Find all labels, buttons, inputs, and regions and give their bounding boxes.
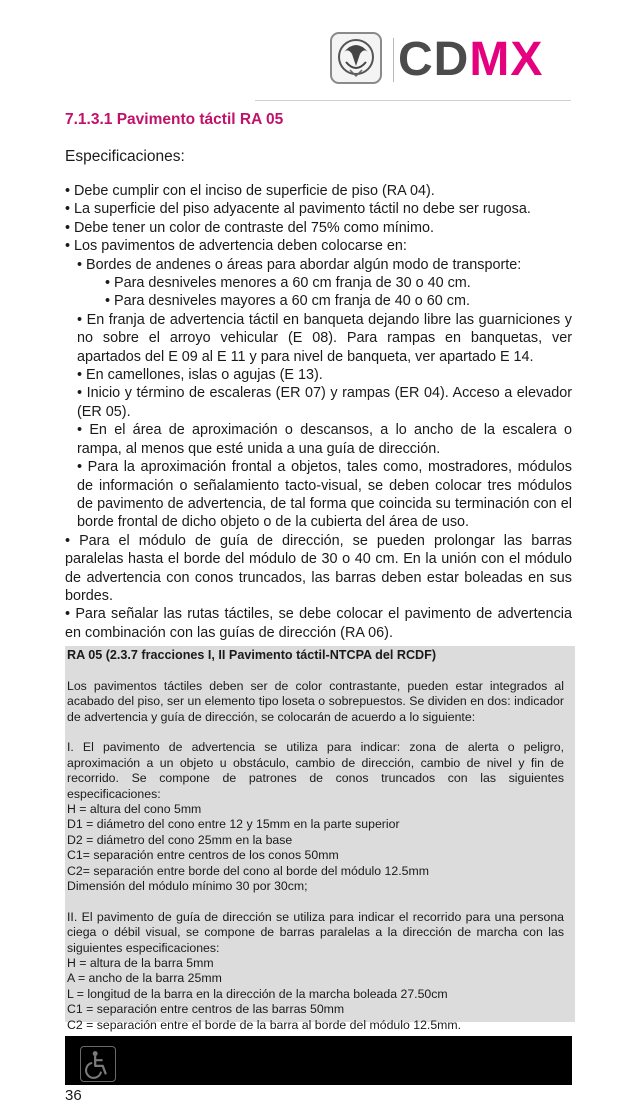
cdmx-logo [398,33,544,86]
list-item: • Para la aproximación frontal a objetos, tales como, mostradores, módulos de información o señalamiento tacto-visual, se deben colocar tres módulos de pavimento de advertencia, de tal forma que coincida su terminación con el borde frontal de dicho objeto o de la cubierta del área de uso. [77,459,572,531]
cdmx-seal-icon [330,32,382,84]
list-item: • En el área de aproximación o descansos, a lo ancho de la escalera o rampa, al menos que esté unida a una guía de dirección. [77,422,572,457]
list-item: • Debe tener un color de contraste del 75% como mínimo. [65,219,434,236]
list-item: • Para el módulo de guía de dirección, se pueden prolongar las barras paralelas hasta el borde del módulo de 30 o 40 cm. En la unión con el módulo de advertencia con conos truncados, las barras deben estar boleadas en sus bordes. [65,532,572,604]
wheelchair-icon [80,1046,116,1082]
page-number: 36 [65,1087,82,1104]
specs-label: Especificaciones: [65,148,185,165]
list-item: C2 = separación entre el borde de la barra al borde del módulo 12.5mm. [67,1017,462,1032]
list-item: C1 = separación entre centros de las barras 50mm [67,1002,345,1017]
page-header [0,0,638,100]
list-item: H = altura de la barra 5mm [67,956,214,971]
regulation-part2: II. El pavimento de guía de dirección se utiliza para indicar el recorrido para una persona ciega o débil visual, se compone de barras paralelas a la dirección de marcha con las siguientes especificaciones: [67,909,564,955]
list-item: • Para desniveles menores a 60 cm franja de 30 o 40 cm. [105,275,471,292]
list-item: Dimensión del módulo mínimo 30 por 30cm; [67,879,308,894]
list-item: D2 = diámetro del cono 25mm en la base [67,832,293,847]
header-divider [255,100,571,101]
list-item: L = longitud de la barra en la dirección de la marcha boleada 27.50cm [67,986,448,1001]
list-item: • Inicio y término de escaleras (ER 07) y rampas (ER 04). Acceso a elevador (ER 05). [77,385,572,420]
list-item: H = altura del cono 5mm [67,802,202,817]
logo-separator [393,38,394,82]
list-item: • Debe cumplir con el inciso de superficie de piso (RA 04). [65,183,435,199]
list-item: D1 = diámetro del cono entre 12 y 15mm en la parte superior [67,817,400,832]
regulation-box [65,646,575,1032]
list-item: • En camellones, islas o agujas (E 13). [77,367,323,384]
regulation-intro: Los pavimentos táctiles deben ser de color contrastante, pueden estar integrados al acabado del piso, ser un elemento tipo loseta o sobrepuestos. Se dividen en dos: indicador de advertencia y guía de dirección, se colocarán de acuerdo a lo siguiente: [67,678,564,724]
regulation-title: RA 05 (2.3.7 fracciones I, II Pavimento táctil-NTCPA del RCDF) [67,648,437,662]
list-item: • Para señalar las rutas táctiles, se debe colocar el pavimento de advertencia en combinación con las guías de dirección (RA 06). [65,606,572,641]
list-item: • Para desniveles mayores a 60 cm franja de 40 o 60 cm. [105,293,470,310]
list-item: • Bordes de andenes o áreas para abordar algún modo de transporte: [77,256,522,273]
section-title: 7.1.3.1 Pavimento táctil RA 05 [65,111,284,128]
regulation-part1: I. El pavimento de advertencia se utiliza para indicar: zona de alerta o peligro, aproximación a un objeto u obstáculo, cambio de dirección, cambio de nivel y fin de recorrido. Se compone de patrones de conos truncados con las siguientes especificaciones: [67,740,564,801]
logo-mx: MX [469,33,544,86]
footer-bar [65,1036,572,1085]
list-item: • La superficie del piso adyacente al pavimento táctil no debe ser rugosa. [65,201,531,218]
list-item: • Los pavimentos de advertencia deben colocarse en: [65,238,407,255]
logo-cd: CD [398,33,470,86]
regulation-text [65,648,566,1033]
list-item: C2= separación entre borde del cono al borde del módulo 12.5mm [67,863,429,878]
list-item: C1= separación entre centros de los conos 50mm [67,848,339,863]
specs-list [65,182,572,642]
list-item: • En franja de advertencia táctil en banqueta dejando libre las guarniciones y no sobre el arroyo vehicular (E 08). Para rampas en banquetas, ver apartados del E 09 al E 11 y para nivel de banqueta, ver apartado E 14. [77,311,572,365]
list-item: A = ancho de la barra 25mm [67,971,222,986]
